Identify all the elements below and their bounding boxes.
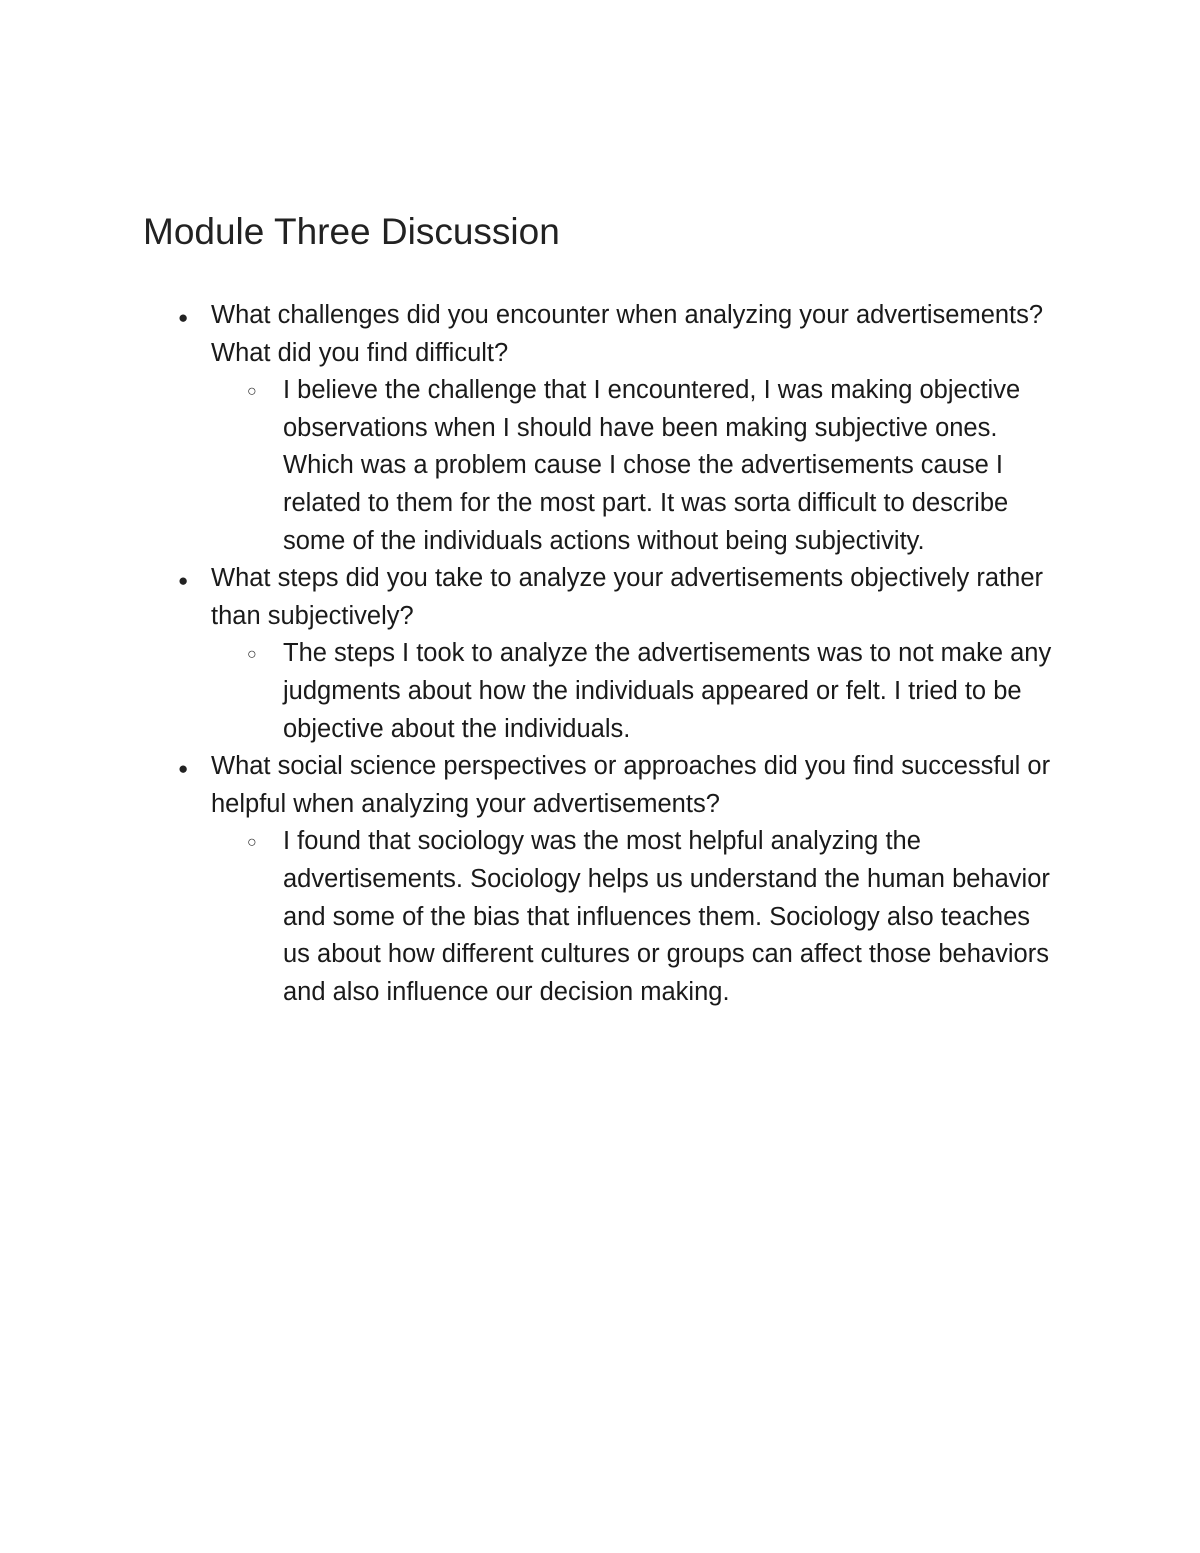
answer-item-1 <box>211 372 1053 560</box>
answer-item-3 <box>211 823 1053 1011</box>
filled-circle-bullet-icon: ● <box>178 571 189 591</box>
question-text: What challenges did you encounter when analyzing your advertisements? What did you find difficult? <box>211 301 1044 367</box>
discussion-list <box>0 297 1200 1011</box>
hollow-circle-bullet-icon: ○ <box>247 383 257 401</box>
answer-text: I found that sociology was the most helpful analyzing the advertisements. Sociology helps us understand the human behavior and some of the bias that influences them. Sociology also teaches us about how different cultures or groups can affect those behaviors and also influence our decision making. <box>283 827 1050 1006</box>
filled-circle-bullet-icon: ● <box>178 308 189 327</box>
hollow-circle-bullet-icon: ○ <box>247 834 257 852</box>
answer-text: The steps I took to analyze the advertisements was to not make any judgments about how the individuals appeared or felt. I tried to be objective about the individuals. <box>283 639 1052 743</box>
filled-circle-bullet-icon: ● <box>178 759 189 779</box>
question-item-2 <box>0 560 1071 748</box>
question-item-1 <box>0 297 1071 560</box>
hollow-circle-bullet-icon: ○ <box>247 646 257 664</box>
page-title: Module Three Discussion <box>143 211 560 252</box>
answer-item-2 <box>211 635 1053 748</box>
question-text: What social science perspectives or approaches did you find successful or helpful when analyzing your advertisements? <box>211 752 1051 818</box>
question-item-3 <box>0 748 1071 1011</box>
answer-text: I believe the challenge that I encountered, I was making objective observations when I should have been making subjective ones. Which was a problem cause I chose the advertisements cause I related to them for the most part. It was sorta difficult to describe some of the individuals actions without being subjectivity. <box>283 376 1021 555</box>
question-text: What steps did you take to analyze your advertisements objectively rather than subjectively? <box>211 564 1043 630</box>
